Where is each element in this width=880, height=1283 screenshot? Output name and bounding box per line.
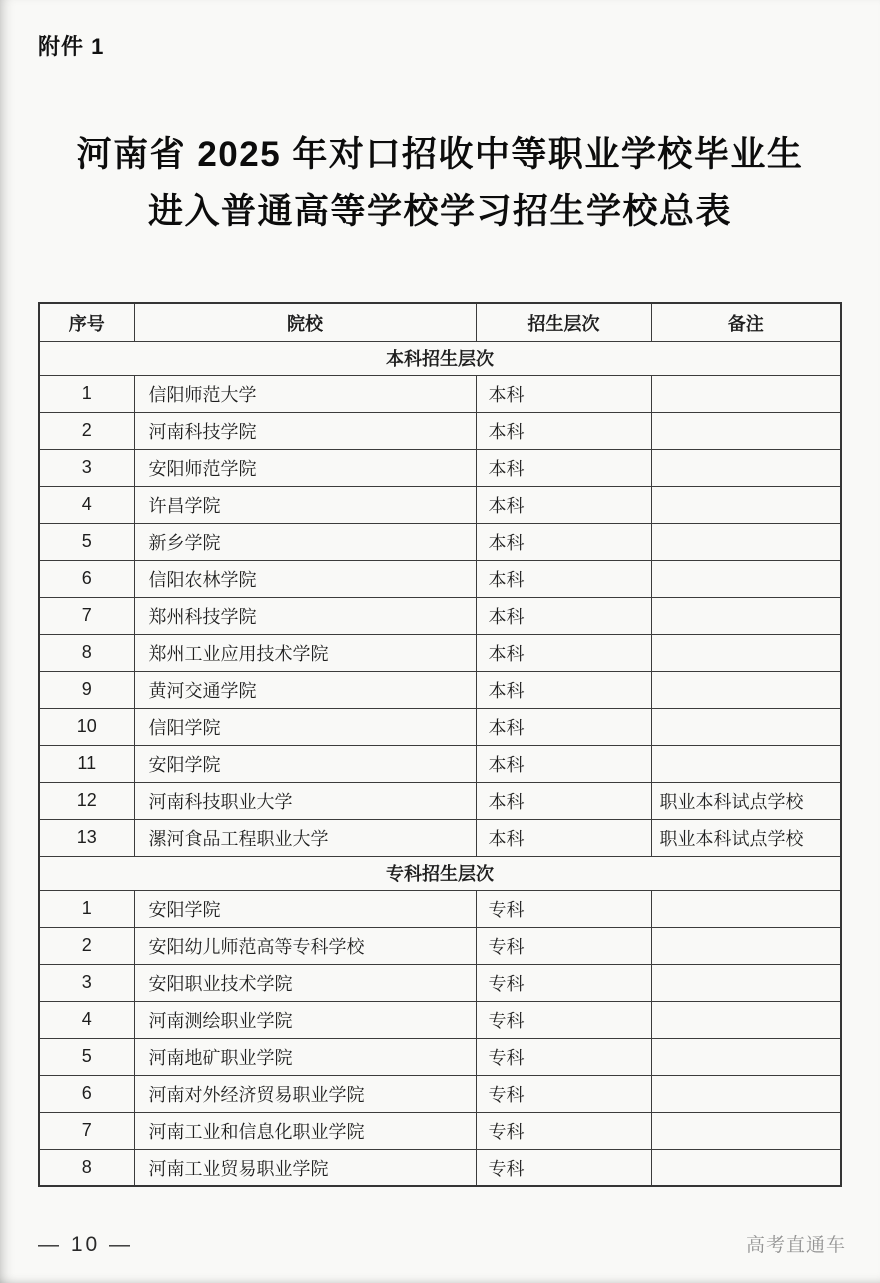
note-cell — [651, 1001, 841, 1038]
serial-number-cell: 12 — [39, 782, 134, 819]
note-cell — [651, 890, 841, 927]
col-header-note: 备注 — [651, 303, 841, 341]
note-cell — [651, 1038, 841, 1075]
note-cell — [651, 1149, 841, 1186]
table-row — [39, 1149, 841, 1186]
watermark-text: 高考直通车 — [745, 1235, 846, 1256]
level-cell: 专科 — [476, 1075, 651, 1112]
note-cell — [651, 1112, 841, 1149]
header-row — [39, 303, 841, 341]
school-name-cell: 安阳幼儿师范高等专科学校 — [134, 927, 476, 964]
school-name-cell: 信阳农林学院 — [134, 560, 476, 597]
serial-number-cell: 1 — [39, 890, 134, 927]
table-row — [39, 927, 841, 964]
table-row — [39, 745, 841, 782]
table-row — [39, 375, 841, 412]
note-cell — [651, 523, 841, 560]
note-cell — [651, 634, 841, 671]
serial-number-cell: 8 — [39, 1149, 134, 1186]
note-cell — [651, 486, 841, 523]
table-row — [39, 560, 841, 597]
table-header — [39, 303, 841, 341]
note-cell: 职业本科试点学校 — [651, 782, 841, 819]
serial-number-cell: 10 — [39, 708, 134, 745]
table-row — [39, 523, 841, 560]
school-name-cell: 安阳职业技术学院 — [134, 964, 476, 1001]
title-line-2: 进入普通高等学校学习招生学校总表 — [147, 191, 732, 231]
serial-number-cell: 7 — [39, 597, 134, 634]
section-title: 本科招生层次 — [39, 341, 841, 375]
level-cell: 本科 — [476, 745, 651, 782]
table-row — [39, 634, 841, 671]
note-cell — [651, 964, 841, 1001]
serial-number-cell: 4 — [39, 1001, 134, 1038]
note-cell — [651, 1075, 841, 1112]
serial-number-cell: 6 — [39, 1075, 134, 1112]
school-name-cell: 黄河交通学院 — [134, 671, 476, 708]
note-cell — [651, 449, 841, 486]
note-cell — [651, 745, 841, 782]
table-row — [39, 1112, 841, 1149]
school-name-cell: 安阳学院 — [134, 890, 476, 927]
serial-number-cell: 2 — [39, 927, 134, 964]
note-cell — [651, 927, 841, 964]
level-cell: 专科 — [476, 1001, 651, 1038]
level-cell: 本科 — [476, 634, 651, 671]
school-name-cell: 新乡学院 — [134, 523, 476, 560]
serial-number-cell: 3 — [39, 964, 134, 1001]
section-header-row — [39, 341, 841, 375]
level-cell: 专科 — [476, 1149, 651, 1186]
note-cell — [651, 412, 841, 449]
table-row — [39, 486, 841, 523]
school-name-cell: 河南地矿职业学院 — [134, 1038, 476, 1075]
level-cell: 本科 — [476, 375, 651, 412]
school-name-cell: 安阳师范学院 — [134, 449, 476, 486]
level-cell: 本科 — [476, 412, 651, 449]
serial-number-cell: 2 — [39, 412, 134, 449]
school-name-cell: 许昌学院 — [134, 486, 476, 523]
level-cell: 专科 — [476, 964, 651, 1001]
serial-number-cell: 1 — [39, 375, 134, 412]
serial-number-cell: 5 — [39, 1038, 134, 1075]
school-name-cell: 信阳学院 — [134, 708, 476, 745]
serial-number-cell: 11 — [39, 745, 134, 782]
school-name-cell: 郑州工业应用技术学院 — [134, 634, 476, 671]
schools-table — [38, 302, 842, 1187]
table-row — [39, 1038, 841, 1075]
level-cell: 本科 — [476, 708, 651, 745]
table-row — [39, 412, 841, 449]
note-cell — [651, 708, 841, 745]
school-name-cell: 河南工业和信息化职业学院 — [134, 1112, 476, 1149]
document-title — [38, 127, 842, 240]
serial-number-cell: 5 — [39, 523, 134, 560]
note-cell — [651, 597, 841, 634]
serial-number-cell: 9 — [39, 671, 134, 708]
table-row — [39, 890, 841, 927]
table-row — [39, 782, 841, 819]
school-name-cell: 河南科技职业大学 — [134, 782, 476, 819]
level-cell: 本科 — [476, 523, 651, 560]
page-number: — 10 — — [38, 1233, 134, 1256]
col-header-level: 招生层次 — [476, 303, 651, 341]
note-cell — [651, 560, 841, 597]
school-name-cell: 河南科技学院 — [134, 412, 476, 449]
serial-number-cell: 8 — [39, 634, 134, 671]
school-name-cell: 河南对外经济贸易职业学院 — [134, 1075, 476, 1112]
table-row — [39, 597, 841, 634]
level-cell: 本科 — [476, 782, 651, 819]
table-row — [39, 671, 841, 708]
school-name-cell: 河南测绘职业学院 — [134, 1001, 476, 1038]
school-name-cell: 信阳师范大学 — [134, 375, 476, 412]
level-cell: 本科 — [476, 671, 651, 708]
note-cell — [651, 671, 841, 708]
table-row — [39, 1075, 841, 1112]
school-name-cell: 郑州科技学院 — [134, 597, 476, 634]
level-cell: 本科 — [476, 819, 651, 856]
school-name-cell: 安阳学院 — [134, 745, 476, 782]
serial-number-cell: 4 — [39, 486, 134, 523]
level-cell: 本科 — [476, 560, 651, 597]
serial-number-cell: 13 — [39, 819, 134, 856]
level-cell: 专科 — [476, 890, 651, 927]
level-cell: 本科 — [476, 597, 651, 634]
serial-number-cell: 3 — [39, 449, 134, 486]
title-line-1: 河南省 2025 年对口招收中等职业学校毕业生 — [76, 135, 804, 174]
table-row — [39, 1001, 841, 1038]
page-footer — [38, 1230, 846, 1257]
level-cell: 专科 — [476, 927, 651, 964]
section-title: 专科招生层次 — [39, 856, 841, 890]
level-cell: 本科 — [476, 486, 651, 523]
table-row — [39, 449, 841, 486]
table-row — [39, 819, 841, 856]
school-name-cell: 漯河食品工程职业大学 — [134, 819, 476, 856]
serial-number-cell: 6 — [39, 560, 134, 597]
level-cell: 本科 — [476, 449, 651, 486]
level-cell: 专科 — [476, 1038, 651, 1075]
note-cell: 职业本科试点学校 — [651, 819, 841, 856]
table-body — [39, 341, 841, 1186]
attachment-label: 附件 1 — [38, 34, 105, 59]
level-cell: 专科 — [476, 1112, 651, 1149]
table-row — [39, 708, 841, 745]
section-header-row — [39, 856, 841, 890]
school-name-cell: 河南工业贸易职业学院 — [134, 1149, 476, 1186]
serial-number-cell: 7 — [39, 1112, 134, 1149]
col-header-school: 院校 — [134, 303, 476, 341]
note-cell — [651, 375, 841, 412]
col-header-serial-number: 序号 — [39, 303, 134, 341]
table-row — [39, 964, 841, 1001]
